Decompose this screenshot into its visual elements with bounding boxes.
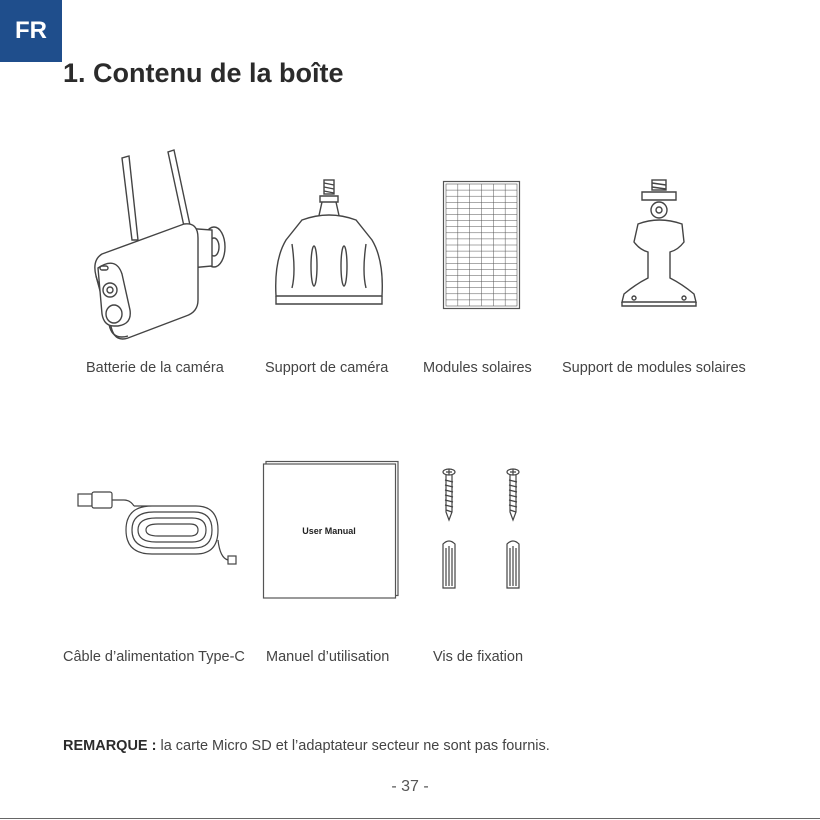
language-tab: FR [0,0,62,62]
manual-cover-text: User Manual [302,526,356,536]
item-label-solar-mount: Support de modules solaires [562,360,746,376]
solar-mount-icon [620,180,700,310]
item-label-camera-mount: Support de caméra [265,360,389,376]
item-label-usb-cable: Câble d’alimentation Type-C [63,649,245,665]
note-body: la carte Micro SD et l’adaptateur secteur ne sont pas fournis. [156,738,550,754]
manual-icon [263,461,399,599]
page-title: 1. Contenu de la boîte [63,58,344,88]
bottom-rule [0,818,820,819]
note-text [63,738,550,754]
screws-icon [440,468,522,592]
note-prefix: REMARQUE : [63,738,157,754]
item-label-screws: Vis de fixation [433,649,524,665]
usb-cable-icon [78,488,238,572]
item-label-camera: Batterie de la caméra [86,360,224,376]
item-label-solar-panel: Modules solaires [423,360,532,376]
solar-panel-icon [443,181,520,309]
camera-mount-icon [272,180,387,310]
item-label-manual: Manuel d’utilisation [266,649,390,665]
page-number: - 37 - [391,778,429,795]
camera-icon [88,150,238,345]
